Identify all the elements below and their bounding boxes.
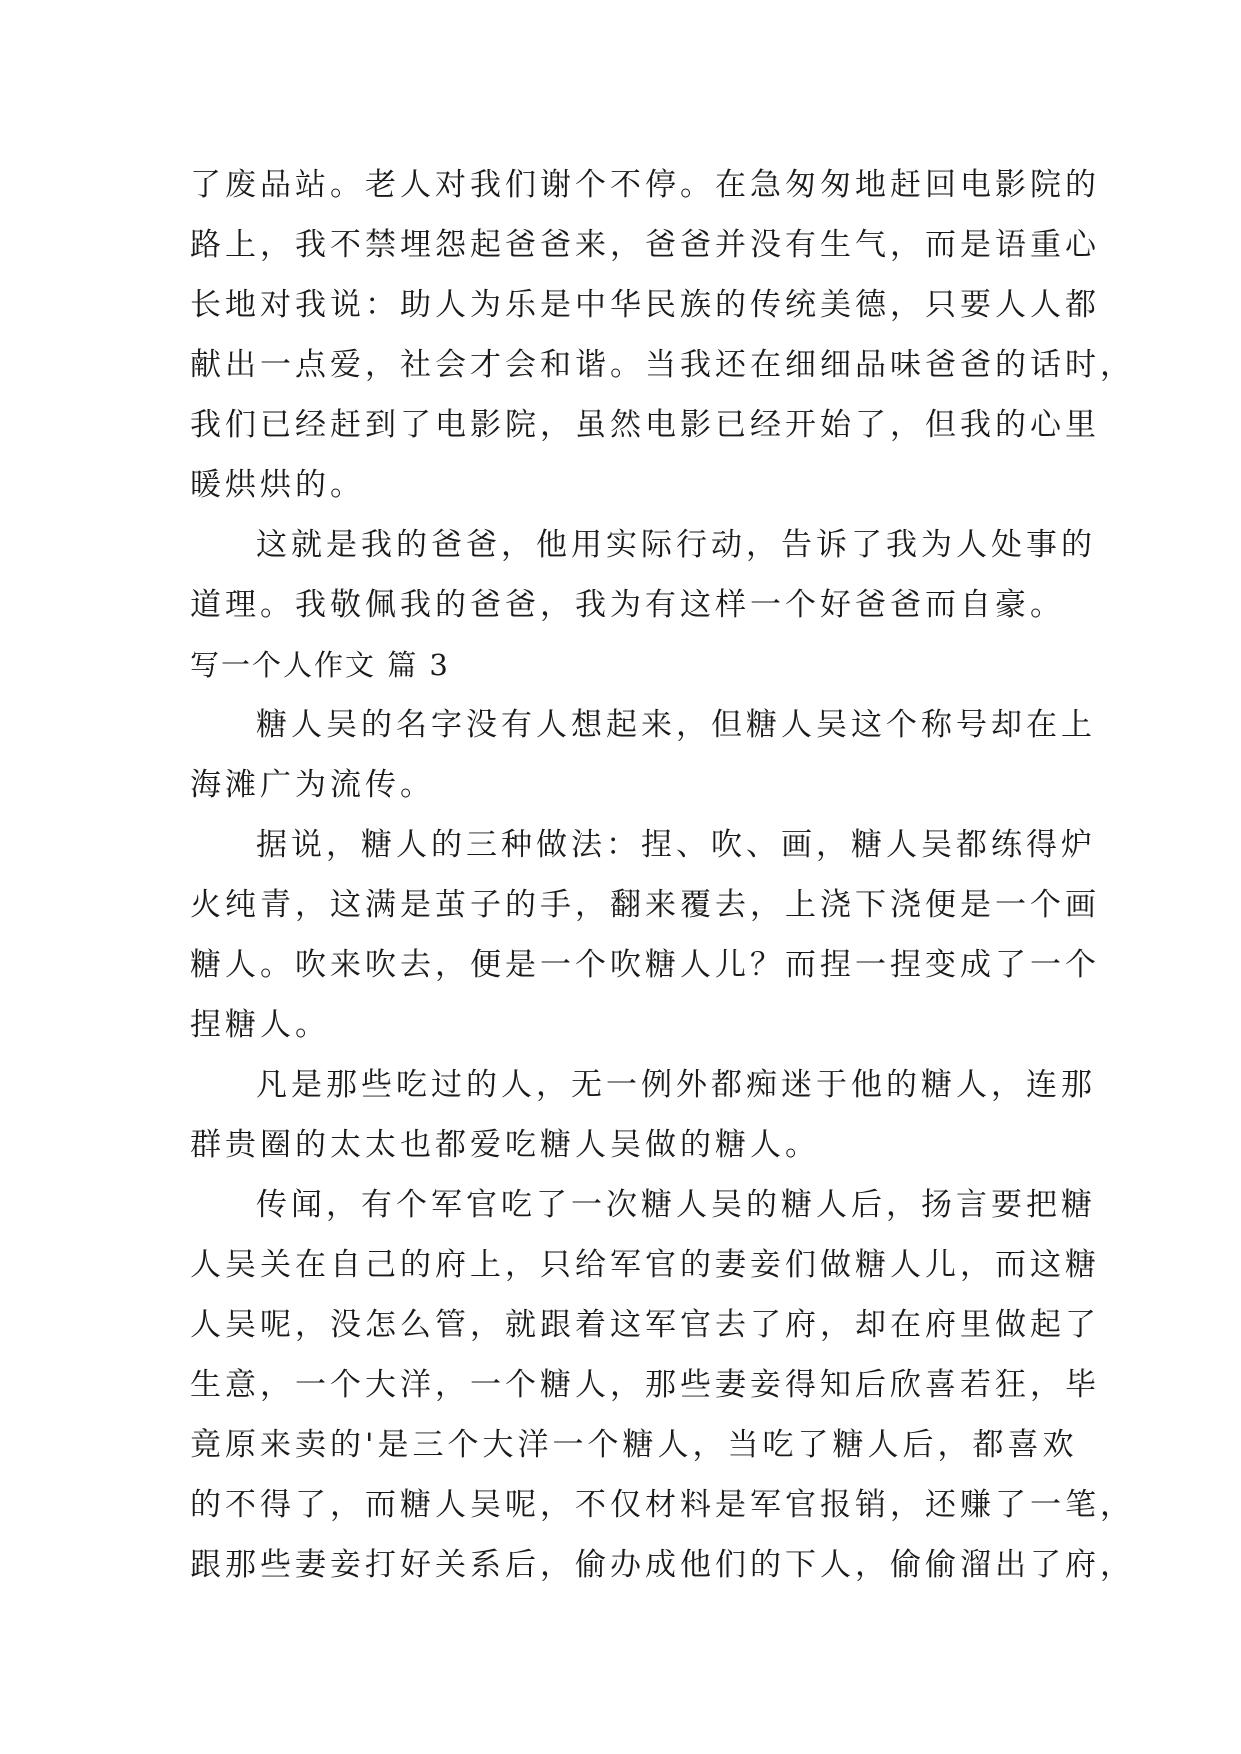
paragraph	[190, 1055, 1096, 1175]
text-line: 凡是那些吃过的人，无一例外都痴迷于他的糖人，连那	[256, 1067, 1096, 1103]
text-line: 糖人吴的名字没有人想起来，但糖人吴这个称号却在上	[256, 707, 1096, 743]
paragraph	[190, 815, 1100, 1055]
text-line: 长地对我说：助人为乐是中华民族的传统美德，只要人人都	[190, 287, 1100, 323]
text-line: 人吴呢，没怎么管，就跟着这军官去了府，却在府里做起了	[190, 1307, 1100, 1343]
text-line: 捏糖人。	[190, 1007, 330, 1043]
paragraph	[190, 155, 1135, 515]
text-line: 糖人。吹来吹去，便是一个吹糖人儿？而捏一捏变成了一个	[190, 947, 1100, 983]
text-line: 群贵圈的太太也都爱吃糖人吴做的糖人。	[190, 1127, 820, 1163]
text-line: 道理。我敬佩我的爸爸，我为有这样一个好爸爸而自豪。	[190, 587, 1065, 623]
text-line: 传闻，有个军官吃了一次糖人吴的糖人后，扬言要把糖	[256, 1187, 1096, 1223]
text-line: 路上，我不禁埋怨起爸爸来，爸爸并没有生气，而是语重心	[190, 227, 1100, 263]
paragraph	[190, 515, 1096, 635]
text-line: 海滩广为流传。	[190, 767, 435, 803]
paragraph	[190, 695, 1096, 815]
text-line: 人吴关在自己的府上，只给军官的妻妾们做糖人儿，而这糖	[190, 1247, 1100, 1283]
text-line: 献出一点爱，社会才会和谐。当我还在细细品味爸爸的话时，	[190, 347, 1135, 383]
text-line: 据说，糖人的三种做法：捏、吹、画，糖人吴都练得炉	[256, 827, 1096, 863]
paragraph	[190, 1175, 1135, 1595]
text-line: 的不得了，而糖人吴呢，不仅材料是军官报销，还赚了一笔，	[190, 1487, 1135, 1523]
text-line: 火纯青，这满是茧子的手，翻来覆去，上浇下浇便是一个画	[190, 887, 1100, 923]
text-line: 跟那些妻妾打好关系后，偷办成他们的下人，偷偷溜出了府，	[190, 1547, 1135, 1583]
text-line: 这就是我的爸爸，他用实际行动，告诉了我为人处事的	[256, 527, 1096, 563]
text-line: 暖烘烘的。	[190, 467, 365, 503]
document-body	[190, 155, 1135, 1595]
text-line: 了废品站。老人对我们谢个不停。在急匆匆地赶回电影院的	[190, 167, 1100, 203]
section-heading: 写一个人作文 篇 3	[190, 648, 450, 682]
text-line: 竟原来卖的'是三个大洋一个糖人，当吃了糖人后，都喜欢	[190, 1427, 1078, 1463]
text-line: 我们已经赶到了电影院，虽然电影已经开始了，但我的心里	[190, 407, 1100, 443]
text-line: 生意，一个大洋，一个糖人，那些妻妾得知后欣喜若狂，毕	[190, 1367, 1100, 1403]
